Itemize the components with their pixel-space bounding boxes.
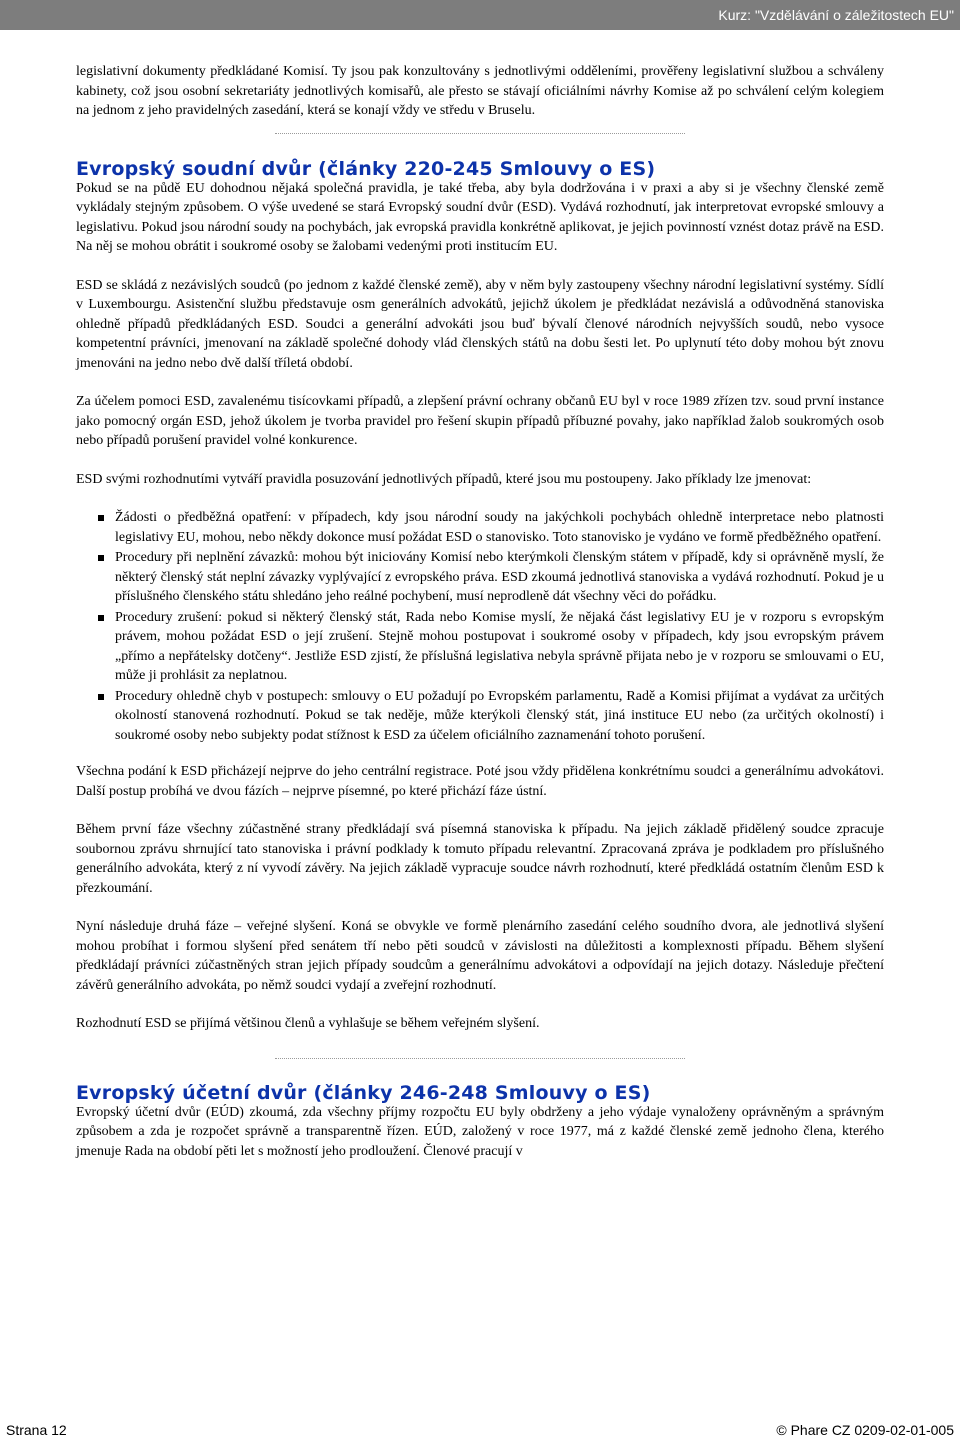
paragraph: Všechna podání k ESD přicházejí nejprve do jeho centrální registrace. Poté jsou vždy přidělena konkrétnímu soudci a generálnímu advokátovi. Další postup probíhá ve dvou fázích – nejprve písemné, po které přichází fáze ústní.: [76, 764, 884, 799]
course-title: Kurz: "Vzdělávání o záležitostech EU": [718, 7, 954, 23]
examples-list: [76, 508, 884, 745]
section-separator: [275, 133, 685, 134]
paragraph: Rozhodnutí ESD se přijímá většinou členů a vyhlašuje se během veřejném slyšení.: [76, 1016, 540, 1031]
paragraph: Za účelem pomoci ESD, zavalenému tisícovkami případů, a zlepšení právní ochrany občanů EU byl v roce 1989 zřízen tzv. soud první instance jako pomocný orgán ESD, jehož úkolem je tvorba pravidel pro řešení skupin případů příbuzné povahy, jako například žalob soukromých osob nebo případů porušení pravidel volné konkurence.: [76, 394, 884, 448]
section-separator: [275, 1058, 685, 1059]
section-heading-court-of-justice: Evropský soudní dvůr (články 220-245 Smlouvy o ES): [76, 157, 656, 180]
square-bullet-icon: [98, 555, 104, 561]
header-bar: [0, 0, 960, 30]
list-item: [76, 548, 884, 607]
paragraph: ESD se skládá z nezávislých soudců (po jednom z každé členské země), aby v něm byly zastoupeny všechny národní legislativní systémy. Sídlí v Luxembourgu. Asistenční službu představuje osm generálních advokátů, jejichž úkolem je předkládat nezávislá a odůvodněná stanoviska ohledně případů předkládaných ESD. Soudci a generální advokáti jsou buď bývalí členové národních nejvyšších soudů, nebo vysoce kompetentní právníci, jmenovaní na základě společné dohody vlád členských států na dobu šesti let. Po uplynutí této doby mohou být znovu jmenováni na jedno nebo dvě další tříletá období.: [76, 277, 884, 371]
paragraph: Nyní následuje druhá fáze – veřejné slyšení. Koná se obvykle ve formě plenárního zasedání celého soudního dvora, ale jednotlivá slyšení mohou probíhat i formou slyšení před senátem tří nebo pěti soudců v závislosti na důležitosti a komplexnosti případu. Během slyšení předkládají právníci zúčastněných stran jejich případy soudcům a generálnímu advokátovi a odpovídají na jejich dotazy. Následuje přečtení závěrů generálního advokáta, po němž soudci vydají a zveřejní rozhodnutí.: [76, 919, 884, 993]
list-item: [76, 508, 884, 547]
paragraph: Evropský účetní dvůr (EÚD) zkoumá, zda všechny příjmy rozpočtu EU byly obdrženy a jeho výdaje vynaloženy oprávněným a správným způsobem a zda je rozpočet správně a transparentně řízen. EÚD, založený v roce 1977, má z každé členské země jednoho člena, kterého jmenuje Rada na období pěti let s možností jeho prodloužení. Členové pracují v: [76, 1104, 884, 1159]
paragraph: Pokud se na půdě EU dohodnou nějaká společná pravidla, je také třeba, aby byla dodržována i v praxi a aby si je všechny členské země vykládaly stejným způsobem. O výše uvedené se stará Evropský soudní dvůr (ESD). Vydává rozhodnutí, jak interpretovat evropské smlouvy a legislativu. Pokud jsou národní soudy na pochybách, jak evropská pravidla konkrétně aplikovat, je jejich povinností vznést dotaz právě na ESD. Na něj se mohou obrátit i soukromé osoby se žalobami vedenými proti institucím EU.: [76, 180, 884, 254]
intro-paragraph: legislativní dokumenty předkládané Komisí. Ty jsou pak konzultovány s jednotlivými odděleními, prověřeny legislativní službou a schváleny kabinety, což jsou osobní sekretariáty jednotlivých komisařů, ale přesto se stávají oficiálními návrhy Komise až po schválení celým kolegiem na jednom z jeho pravidelných zasedání, která se konají vždy ve středu v Bruselu.: [76, 64, 884, 118]
list-item-text: Procedury zrušení: pokud si některý členský stát, Rada nebo Komise myslí, že nějaká část legislativy EU je v rozporu s evropským právem, mohou požádat ESD o její zrušení. Stejně mohou postupovat i soukromé osoby v případech, kdy jsou evropským právem „přímo a nepřátelsky dotčeny“. Jestliže ESD zjistí, že příslušná legislativa nebyla správně přijata nebo je v rozporu se smlouvami o EU, může ji prohlásit za neplatnou.: [115, 609, 884, 683]
section-heading-court-of-auditors: Evropský účetní dvůr (články 246-248 Smlouvy o ES): [76, 1081, 651, 1104]
paragraph: Během první fáze všechny zúčastněné strany předkládají svá písemná stanoviska k případu. Na jejich základě přidělený soudce zpracuje soubornou zprávu shrnující tato stanoviska i právní podklady k tomuto případu relevantní. Zpracovaná zpráva je podkladem pro příslušného generálního advokáta, který z ní vyvodí závěry. Na jejich základě vypracuje soudce návrh rozhodnutí, které předkládá ostatním členům ESD k přezkoumání.: [76, 822, 884, 896]
square-bullet-icon: [98, 615, 104, 621]
list-item-text: Procedury ohledně chyb v postupech: smlouvy o EU požadují po Evropském parlamentu, Radě a Komisi přijímat a vydávat za určitých okolností stanovená rozhodnutí. Pokud se tak neděje, může kterýkoli členský stát, jiná instituce EU nebo (za určitých okolností) i soukromé osoby nebo subjekty podat stížnost k ESD za účelem oficiálního zaznamenání tohoto porušení.: [115, 688, 884, 743]
page-footer: [0, 1418, 960, 1440]
square-bullet-icon: [98, 515, 104, 521]
page-number: Strana 12: [6, 1422, 67, 1438]
copyright-notice: © Phare CZ 0209-02-01-005: [776, 1422, 954, 1438]
document-body: [76, 62, 884, 1180]
list-item-text: Žádosti o předběžná opatření: v případech, kdy jsou národní soudy na jakýchkoli pochybách ohledně interpretace nebo platnosti legislativy EU, mohou, nebo někdy dokonce musí požádat ESD o stanovisko. Toto stanovisko je vydáno ve formě předběžného opatření.: [115, 510, 884, 545]
list-item: [76, 687, 884, 746]
list-item: [76, 608, 884, 686]
paragraph: ESD svými rozhodnutími vytváří pravidla posuzování jednotlivých případů, které jsou mu postoupeny. Jako příklady lze jmenovat:: [76, 471, 812, 487]
square-bullet-icon: [98, 694, 104, 700]
list-item-text: Procedury při neplnění závazků: mohou být iniciovány Komisí nebo kterýmkoli členským státem v případě, kdy si oprávněně myslí, že některý členský stát neplní závazky vyplývající z evropského práva. ESD zkoumá jednotlivá stanoviska a vydává rozhodnutí. Pokud je u příslušného členského státu shledáno jeho reálné pochybení, musí neprodleně dát všechny věci do pořádku.: [115, 550, 884, 604]
